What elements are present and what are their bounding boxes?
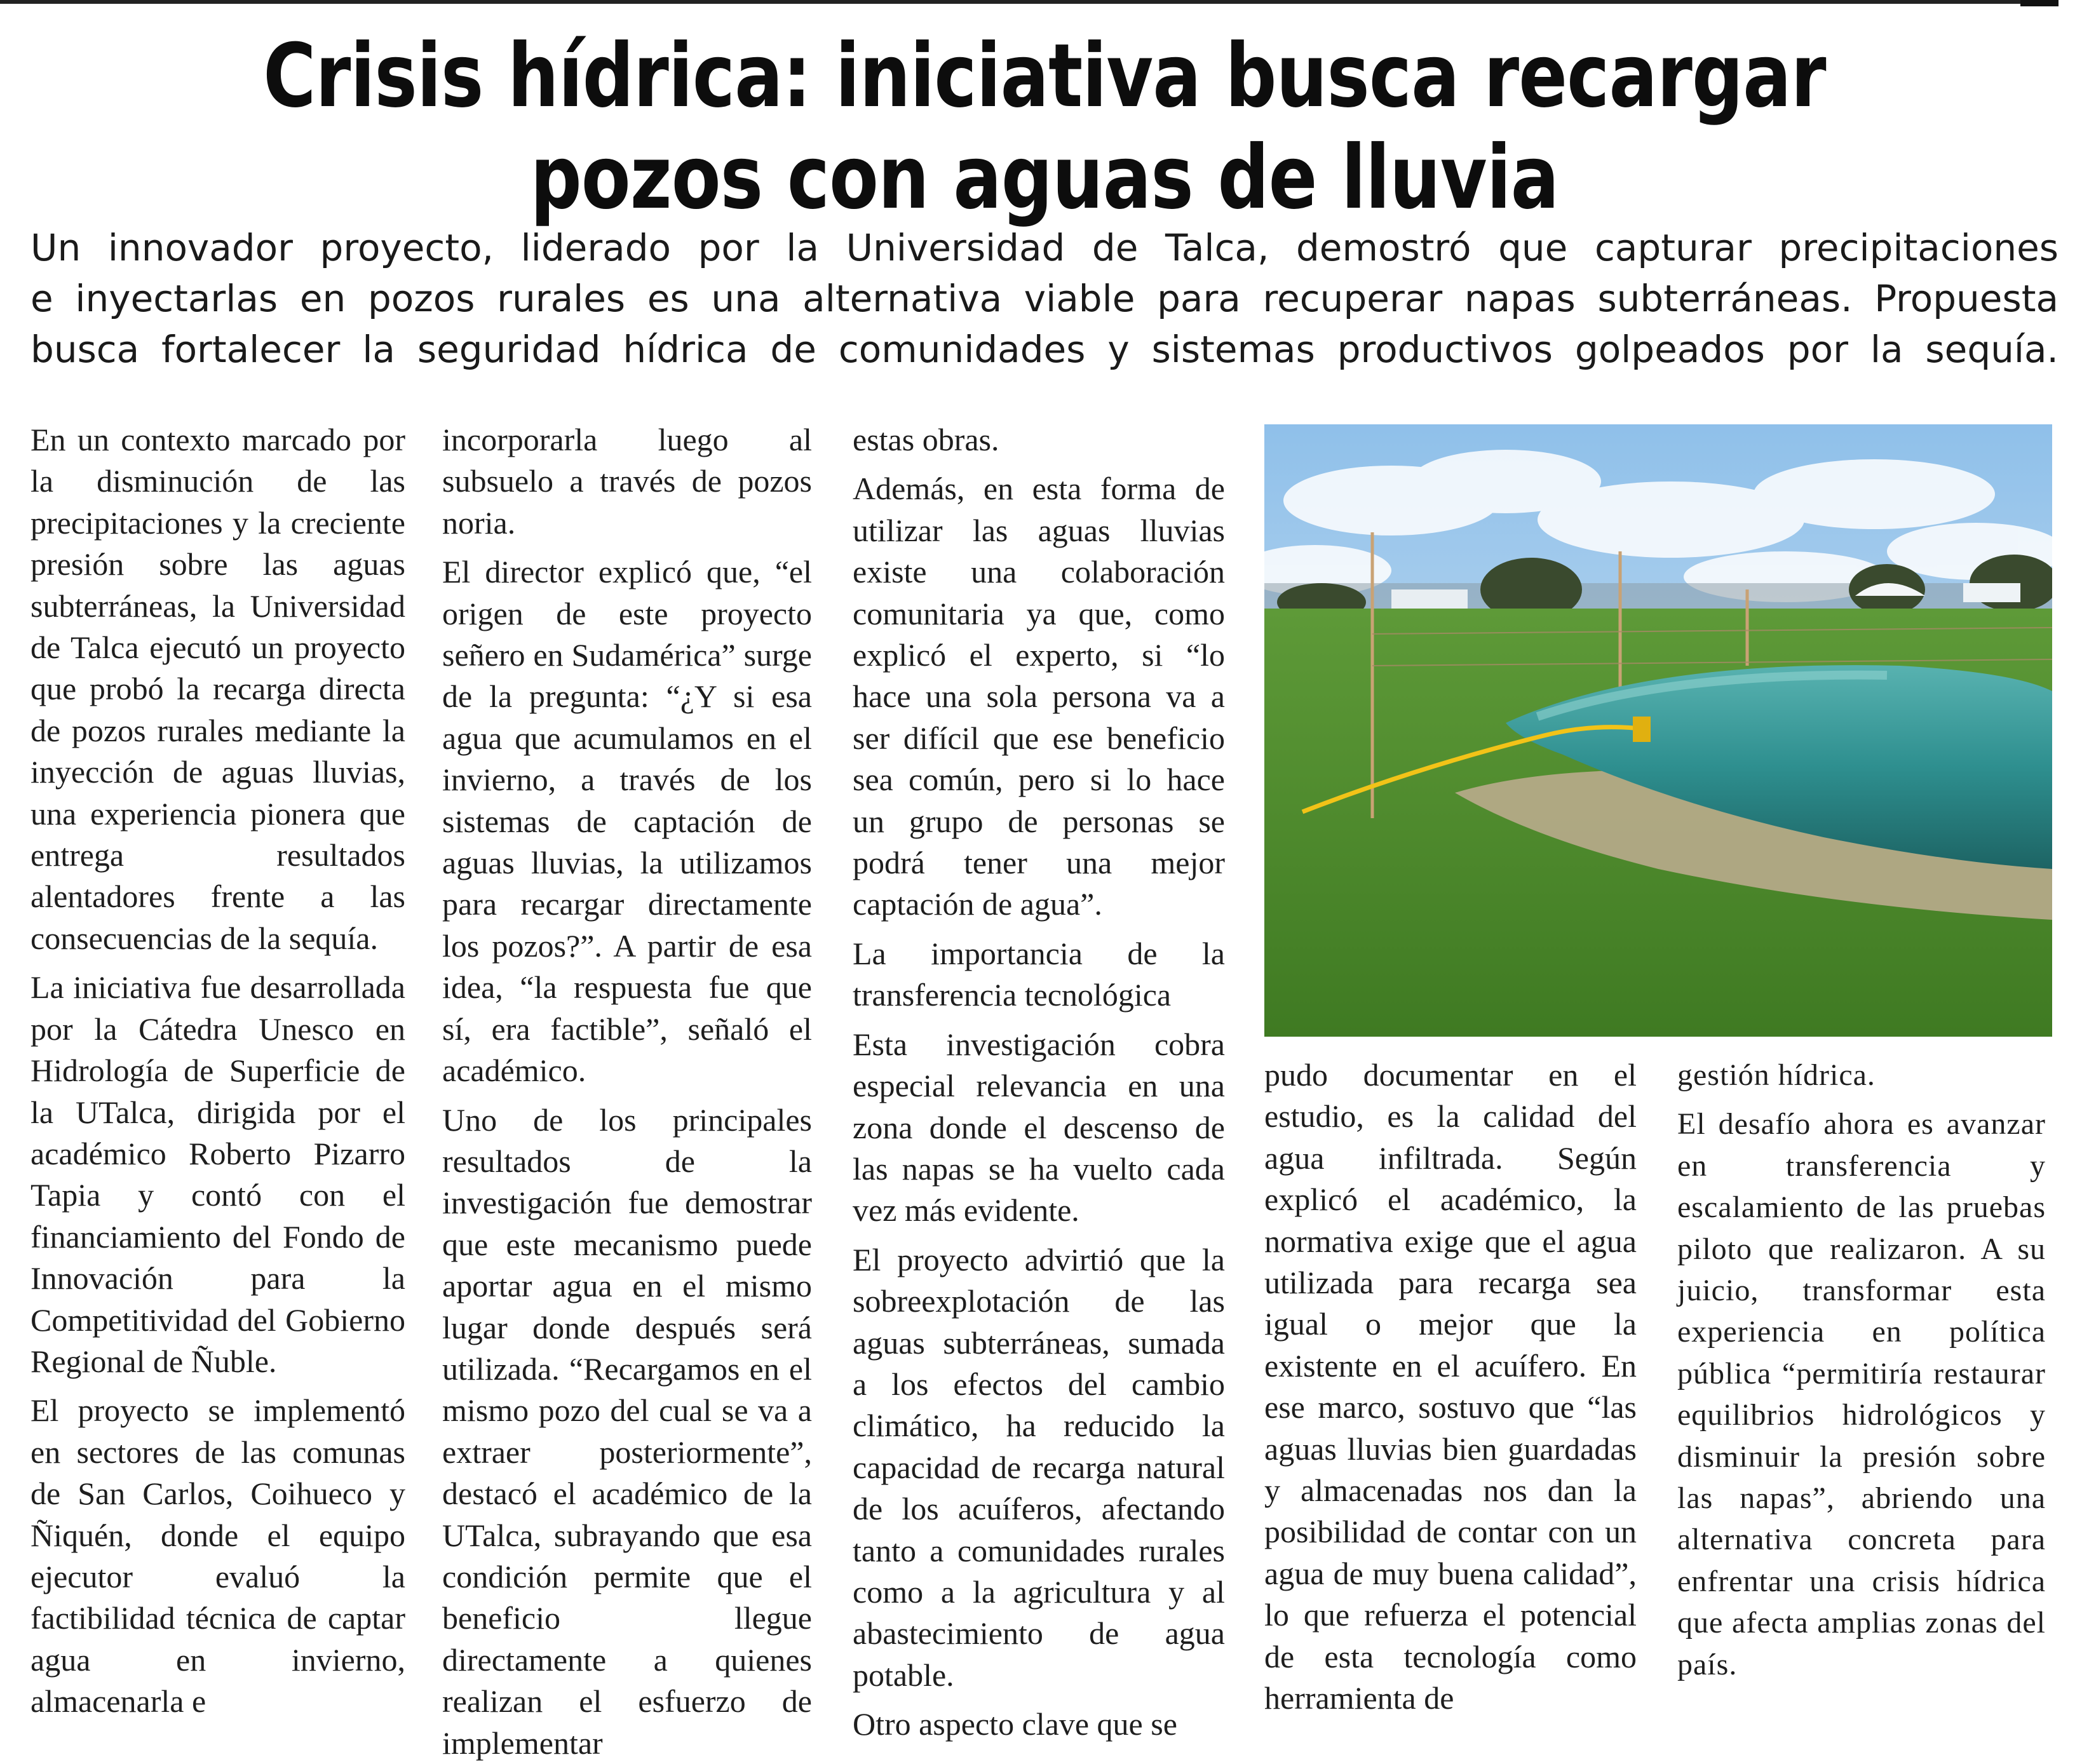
article-photo [1264, 424, 2052, 1037]
headline-line-1: Crisis hídrica: iniciativa busca recargar [188, 25, 1901, 127]
paragraph: El director explicó que, “el origen de este proyecto señero en Sudamérica” surge de la pregunta: “¿Y si esa agua que acumulamos en el invierno, a través de los sistemas de captación de aguas lluvias, la utilizamos para recargar directamente los pozos?”. A partir de esa idea, “la respuesta fue que sí, era factible”, señaló el académico. [442, 551, 812, 1091]
rainwater-tank-photo [1264, 424, 2052, 1037]
subheadline-line-3: busca fortalecer la seguridad hídrica de comunidades y sistemas productivos golpeados por la sequía. [30, 324, 2059, 375]
article-column-5 [1677, 1054, 2046, 1685]
subheadline-line-2: e inyectarlas en pozos rurales es una alternativa viable para recuperar napas subterráneas. Propuesta [30, 273, 2059, 324]
paragraph: estas obras. [853, 419, 1225, 461]
paragraph: Uno de los principales resultados de la investigación fue demostrar que este mecanismo puede aportar agua en el mismo lugar donde después será utilizada. “Recargamos en el mismo pozo del cual se va a extraer posteriormente”, destacó el académico de la UTalca, subrayando que esa condición permite que el beneficio llegue directamente a quienes realizan el esfuerzo de implementar [442, 1100, 812, 1764]
paragraph: incorporarla luego al subsuelo a través de pozos noria. [442, 419, 812, 544]
top-rule [0, 0, 2020, 4]
paragraph: Esta investigación cobra especial relevancia en una zona donde el descenso de las napas se ha vuelto cada vez más evidente. [853, 1024, 1225, 1232]
paragraph: gestión hídrica. [1677, 1054, 2046, 1096]
top-corner-mark [2020, 0, 2059, 6]
article-column-3 [853, 419, 1225, 1746]
paragraph: El desafío ahora es avanzar en transferencia y escalamiento de las pruebas piloto que realizaron. A su juicio, transformar esta experiencia en política pública “permitiría restaurar equilibrios hidrológicos y disminuir la presión sobre las napas”, abriendo una alternativa concreta para enfrentar una crisis hídrica que afecta amplias zonas del país. [1677, 1103, 2046, 1685]
paragraph: Además, en esta forma de utilizar las aguas lluvias existe una colaboración comunitaria ya que, como explicó el experto, si “lo hace una sola persona va a ser difícil que ese beneficio sea común, pero si lo hace un grupo de personas se podrá tener una mejor captación de agua”. [853, 468, 1225, 925]
paragraph: El proyecto se implementó en sectores de las comunas de San Carlos, Coihueco y Ñiquén, donde el equipo ejecutor evaluó la factibilidad técnica de captar agua en invierno, almacenarla e [30, 1390, 405, 1722]
subheadline-line-1: Un innovador proyecto, liderado por la Universidad de Talca, demostró que capturar precipitaciones [30, 222, 2059, 273]
paragraph: La iniciativa fue desarrollada por la Cátedra Unesco en Hidrología de Superficie de la UTalca, dirigida por el académico Roberto Pizarro Tapia y contó con el financiamiento del Fondo de Innovación para la Competitividad del Gobierno Regional de Ñuble. [30, 967, 405, 1382]
headline-line-2: pozos con aguas de lluvia [188, 127, 1901, 229]
article-column-1 [30, 419, 405, 1723]
subheading: La importancia de la transferencia tecnológica [853, 933, 1225, 1016]
article-column-2 [442, 419, 812, 1764]
subheadline [30, 222, 2059, 375]
article-column-4 [1264, 1054, 1637, 1720]
paragraph: pudo documentar en el estudio, es la calidad del agua infiltrada. Según explicó el académico, la normativa exige que el agua utilizada para recarga sea igual o mejor que la existente en el acuífero. En ese marco, sostuvo que “las aguas lluvias bien guardadas y almacenadas nos dan la posibilidad de contar con un agua de muy buena calidad”, lo que refuerza el potencial de esta tecnología como herramienta de [1264, 1054, 1637, 1720]
paragraph: El proyecto advirtió que la sobreexplotación de las aguas subterráneas, sumada a los efectos del cambio climático, ha reducido la capacidad de recarga natural de los acuíferos, afectando tanto a comunidades rurales como a la agricultura y al abastecimiento de agua potable. [853, 1239, 1225, 1696]
paragraph: Otro aspecto clave que se [853, 1704, 1225, 1745]
paragraph: En un contexto marcado por la disminución de las precipitaciones y la creciente presión sobre las aguas subterráneas, la Universidad de Talca ejecutó un proyecto que probó la recarga directa de pozos rurales mediante la inyección de aguas lluvias, una experiencia pionera que entrega resultados alentadores frente a las consecuencias de la sequía. [30, 419, 405, 959]
headline [188, 25, 1901, 229]
